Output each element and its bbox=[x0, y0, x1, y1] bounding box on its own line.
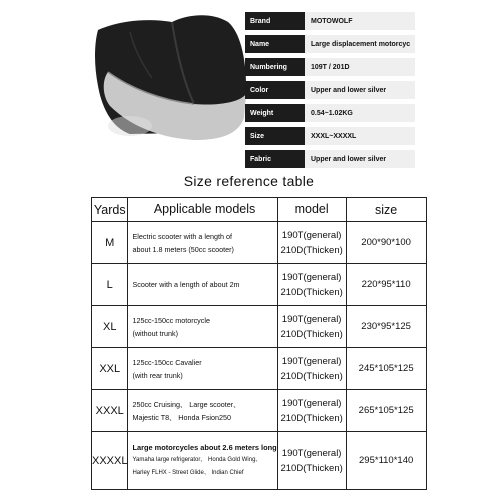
applicable-models-cell bbox=[128, 390, 277, 432]
applicable-models-cell bbox=[128, 348, 277, 390]
spec-value: XXXL~XXXXL bbox=[305, 127, 415, 145]
spec-row bbox=[245, 12, 415, 30]
applicable-model-line: Scooter with a length of about 2m bbox=[132, 280, 240, 289]
size-reference-table bbox=[91, 197, 427, 490]
motorcycle-cover-photo bbox=[90, 8, 250, 148]
applicable-model-line: Electric scooter with a length of bbox=[132, 231, 232, 241]
size-cell: 230*95*125 bbox=[346, 306, 426, 348]
spec-key: Size bbox=[245, 127, 305, 145]
spec-key: Fabric bbox=[245, 150, 305, 168]
model-cell bbox=[277, 390, 346, 432]
model-line: 190T(general) bbox=[281, 447, 342, 459]
yard-cell: M bbox=[92, 222, 128, 264]
model-cell bbox=[277, 222, 346, 264]
applicable-models-cell bbox=[128, 432, 277, 490]
spec-value: Upper and lower silver bbox=[305, 150, 415, 168]
spec-value: Upper and lower silver bbox=[305, 81, 415, 99]
applicable-model-line: about 1.8 meters (50cc scooter) bbox=[132, 244, 234, 254]
size-cell: 245*105*125 bbox=[346, 348, 426, 390]
model-line: 190T(general) bbox=[281, 229, 342, 241]
applicable-models-cell bbox=[128, 264, 277, 306]
yard-cell: L bbox=[92, 264, 128, 306]
model-line: 210D(Thicken) bbox=[280, 286, 343, 298]
applicable-model-line: 125cc-150cc motorcycle bbox=[132, 315, 210, 325]
size-cell: 295*110*140 bbox=[346, 432, 426, 490]
header-size: size bbox=[346, 198, 426, 222]
model-cell bbox=[277, 306, 346, 348]
model-line: 190T(general) bbox=[281, 355, 342, 367]
spec-key: Brand bbox=[245, 12, 305, 30]
spec-value: 0.54~1.02KG bbox=[305, 104, 415, 122]
spec-row bbox=[245, 58, 415, 76]
spec-row bbox=[245, 35, 415, 53]
spec-row bbox=[245, 150, 415, 168]
model-line: 190T(general) bbox=[281, 397, 342, 409]
header-applicable-models: Applicable models bbox=[128, 198, 277, 222]
motorcycle-cover-image bbox=[90, 8, 250, 148]
applicable-model-line: 125cc-150cc Cavalier bbox=[132, 357, 202, 367]
size-table-row bbox=[92, 432, 427, 490]
yard-cell: XXL bbox=[92, 348, 128, 390]
applicable-model-line: Yamaha large refrigerator、 Honda Gold Wing、 bbox=[132, 457, 262, 463]
model-line: 190T(general) bbox=[281, 313, 342, 325]
applicable-model-line: Large motorcycles about 2.6 meters long bbox=[132, 443, 277, 452]
applicable-models-cell bbox=[128, 222, 277, 264]
model-cell bbox=[277, 264, 346, 306]
applicable-model-line: (with rear trunk) bbox=[132, 370, 183, 380]
size-table-row bbox=[92, 222, 427, 264]
spec-value: MOTOWOLF bbox=[305, 12, 415, 30]
size-cell: 200*90*100 bbox=[346, 222, 426, 264]
yard-cell: XL bbox=[92, 306, 128, 348]
yard-cell: XXXL bbox=[92, 390, 128, 432]
spec-value: Large displacement motorcyc bbox=[305, 35, 415, 53]
applicable-model-line: 250cc Cruising、 Large scooter、 bbox=[132, 399, 241, 409]
header-model: model bbox=[277, 198, 346, 222]
model-line: 210D(Thicken) bbox=[280, 370, 343, 382]
applicable-models-cell bbox=[128, 306, 277, 348]
size-cell: 220*95*110 bbox=[346, 264, 426, 306]
spec-row bbox=[245, 104, 415, 122]
size-table-row bbox=[92, 306, 427, 348]
model-line: 210D(Thicken) bbox=[280, 244, 343, 256]
size-table-row bbox=[92, 264, 427, 306]
spec-table bbox=[245, 12, 415, 173]
spec-key: Weight bbox=[245, 104, 305, 122]
size-table-row bbox=[92, 390, 427, 432]
size-table-header-row bbox=[92, 198, 427, 222]
spec-value: 109T / 201D bbox=[305, 58, 415, 76]
model-line: 210D(Thicken) bbox=[280, 412, 343, 424]
spec-key: Numbering bbox=[245, 58, 305, 76]
size-cell: 265*105*125 bbox=[346, 390, 426, 432]
model-line: 210D(Thicken) bbox=[280, 462, 343, 474]
applicable-model-line: Majestic T8、 Honda Fsion250 bbox=[132, 412, 232, 422]
size-table-row bbox=[92, 348, 427, 390]
spec-row bbox=[245, 81, 415, 99]
size-table-title: Size reference table bbox=[183, 173, 315, 189]
yard-cell: XXXXL bbox=[92, 432, 128, 490]
spec-key: Name bbox=[245, 35, 305, 53]
model-line: 190T(general) bbox=[281, 271, 342, 283]
spec-row bbox=[245, 127, 415, 145]
model-cell bbox=[277, 432, 346, 490]
applicable-model-line: (without trunk) bbox=[132, 328, 179, 338]
applicable-model-line: Harley FLHX - Street Glide、 Indian Chief bbox=[132, 470, 244, 476]
header-yards: Yards bbox=[92, 198, 128, 222]
spec-key: Color bbox=[245, 81, 305, 99]
model-cell bbox=[277, 348, 346, 390]
model-line: 210D(Thicken) bbox=[280, 328, 343, 340]
